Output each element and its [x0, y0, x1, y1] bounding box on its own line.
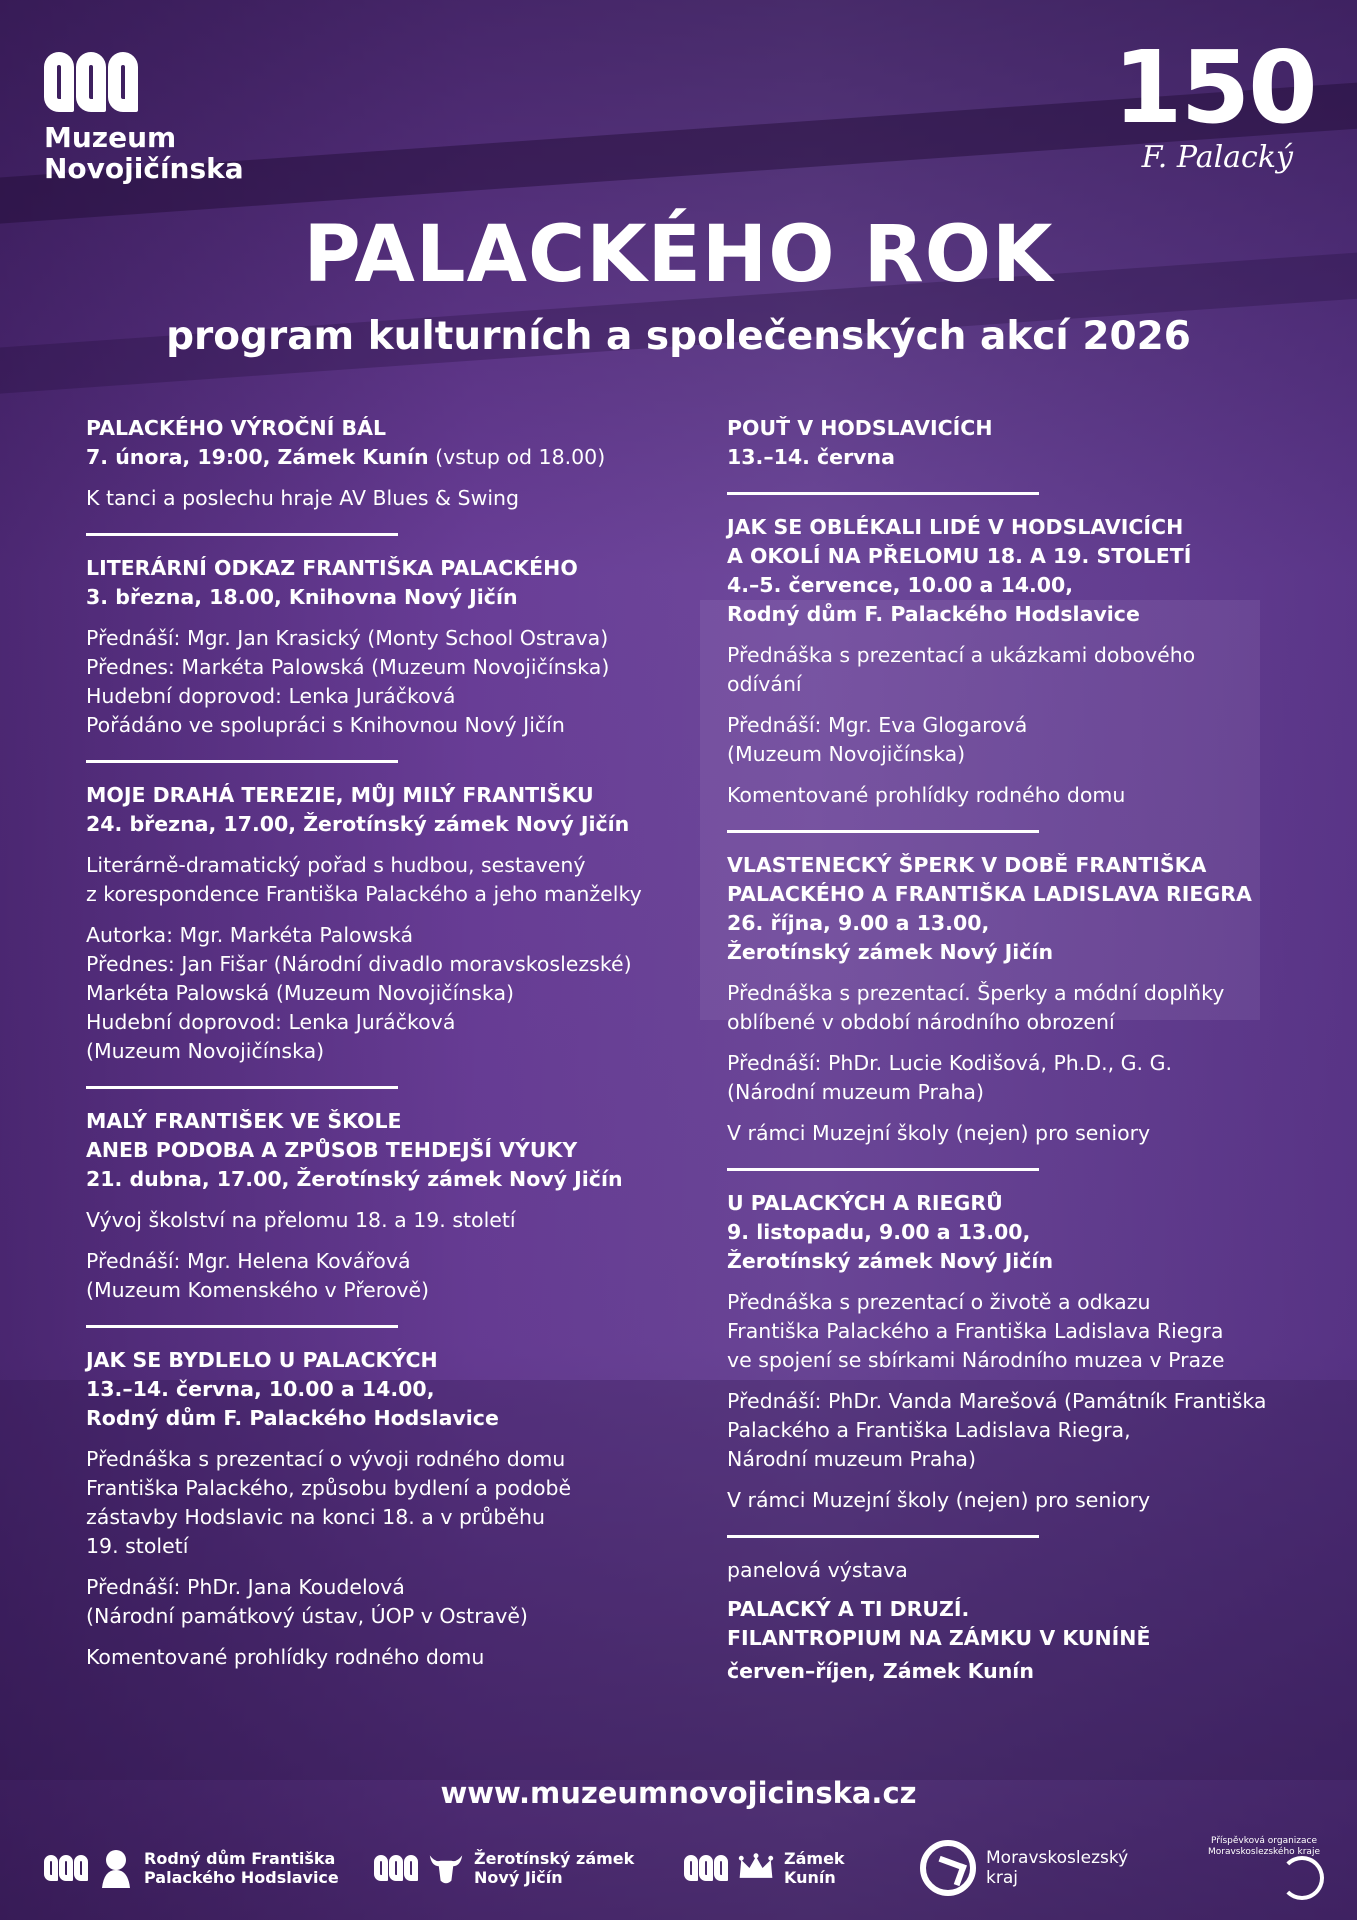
paragraph-line: Autorka: Mgr. Markéta Palowská: [86, 923, 414, 947]
event-title: JAK SE BYDLELO U PALACKÝCH: [86, 1348, 438, 1372]
paragraph-line: ve spojení se sbírkami Národního muzea v Praze: [727, 1348, 1225, 1372]
paragraph-line: Přednáší: PhDr. Lucie Kodišová, Ph.D., G. G.: [727, 1051, 1172, 1075]
paragraph-line: (Muzeum Novojičínska): [727, 742, 966, 766]
event-block: [86, 1107, 686, 1305]
paragraph-line: Komentované prohlídky rodného domu: [727, 783, 1126, 807]
event-paragraph: [727, 641, 1317, 699]
bull-head-icon: [428, 1850, 464, 1886]
event-paragraph: [727, 1119, 1317, 1148]
crown-icon: [738, 1850, 774, 1886]
event-paragraph: [727, 711, 1317, 769]
paragraph-line: Přednáší: Mgr. Eva Glogarová: [727, 713, 1028, 737]
event-title: JAK SE OBLÉKALI LIDÉ V HODSLAVICÍCH: [727, 515, 1184, 539]
event-paragraph: [86, 1643, 686, 1672]
paragraph-line: Komentované prohlídky rodného domu: [86, 1645, 485, 1669]
website-url[interactable]: www.muzeumnovojicinska.cz: [440, 1776, 917, 1810]
event-date: 24. března, 17.00, Žerotínský zámek Nový Jičín: [86, 812, 630, 836]
event-date: Rodný dům F. Palackého Hodslavice: [86, 1406, 499, 1430]
event-paragraph: [86, 1247, 686, 1305]
event-title: A OKOLÍ NA PŘELOMU 18. A 19. STOLETÍ: [727, 544, 1192, 568]
event-date: Rodný dům F. Palackého Hodslavice: [727, 602, 1140, 626]
museum-name: Muzeum Novojičínska: [44, 121, 244, 185]
event-paragraph: [727, 1288, 1317, 1375]
paragraph-line: Františka Palackého, způsobu bydlení a podobě: [86, 1476, 572, 1500]
event-date: 4.–5. července, 10.00 a 14.00,: [727, 573, 1074, 597]
divider: [86, 1325, 398, 1328]
event-block: [86, 781, 686, 1066]
divider: [86, 533, 398, 536]
event-block: [727, 414, 1317, 472]
paragraph-line: z korespondence Františka Palackého a jeho manželky: [86, 882, 642, 906]
event-block: [727, 851, 1317, 1148]
event-date: 7. února, 19:00, Zámek Kunín (vstup od 18.00): [86, 445, 606, 469]
spacer: [727, 1585, 1317, 1595]
paragraph-line: Národní muzeum Praha): [727, 1447, 976, 1471]
event-title: U PALACKÝCH A RIEGRŮ: [727, 1191, 1003, 1215]
event-title: PALACKÉHO VÝROČNÍ BÁL: [86, 416, 387, 440]
paragraph-line: Palackého a Františka Ladislava Riegra,: [727, 1418, 1131, 1442]
paragraph-line: Hudební doprovod: Lenka Juráčková: [86, 684, 456, 708]
paragraph-line: Přednáška s prezentací o životě a odkazu: [727, 1290, 1151, 1314]
page-title: PALACKÉHO ROK: [303, 210, 1054, 300]
event-title: MALÝ FRANTIŠEK VE ŠKOLE: [86, 1109, 402, 1133]
paragraph-line: (Muzeum Novojičínska): [86, 1039, 325, 1063]
event-paragraph: [727, 781, 1317, 810]
page-subtitle: program kulturních a společenských akcí 2026: [166, 314, 1191, 359]
paragraph-line: K tanci a poslechu hraje AV Blues & Swing: [86, 486, 520, 510]
divider: [86, 760, 398, 763]
paragraph-line: (Muzeum Komenského v Přerově): [86, 1278, 430, 1302]
paragraph-line: Hudební doprovod: Lenka Juráčková: [86, 1010, 456, 1034]
event-title: VLASTENECKÝ ŠPERK V DOBĚ FRANTIŠKA: [727, 853, 1207, 877]
paragraph-line: odívání: [727, 672, 802, 696]
palacky-signature: F. Palacký: [1141, 140, 1293, 175]
footer-logo-zerotin[interactable]: Žerotínský zámek Nový Jičín: [374, 1849, 674, 1887]
event-block: [727, 513, 1317, 810]
event-date: 9. listopadu, 9.00 a 13.00,: [727, 1220, 1031, 1244]
paragraph-line: oblíbené v období národního obrození: [727, 1010, 1115, 1034]
museum-logo-icon: [44, 40, 264, 112]
event-paragraph: [727, 979, 1317, 1037]
event-paragraph: [727, 1387, 1317, 1474]
museum-logo-icon: [44, 1855, 88, 1881]
divider: [727, 1168, 1039, 1171]
left-column: [86, 414, 686, 1672]
exhibition-label: panelová výstava: [727, 1558, 908, 1582]
paragraph-line: V rámci Muzejní školy (nejen) pro seniory: [727, 1488, 1151, 1512]
paragraph-line: Literárně-dramatický pořad s hudbou, sestavený: [86, 853, 586, 877]
paragraph-line: (Národní muzeum Praha): [727, 1080, 984, 1104]
palacky-bust-icon: [98, 1850, 134, 1886]
paragraph-line: Přednáška s prezentací a ukázkami dobového: [727, 643, 1196, 667]
paragraph-line: Přednes: Markéta Palowská (Muzeum Novojičínska): [86, 655, 610, 679]
paragraph-line: Přednáší: PhDr. Vanda Marešová (Památník Františka: [727, 1389, 1267, 1413]
anniversary-number: 150: [1113, 29, 1316, 146]
paragraph-line: Františka Palackého a Františka Ladislava Riegra: [727, 1319, 1224, 1343]
footer-po-badge: Příspěvková organizace Moravskoslezského kraje: [1204, 1836, 1324, 1900]
event-block: [86, 414, 686, 513]
paragraph-line: zástavby Hodslavic na konci 18. a v průběhu: [86, 1505, 546, 1529]
event-paragraph: [86, 624, 686, 740]
exhibition-title: FILANTROPIUM NA ZÁMKU V KUNÍNĚ: [727, 1626, 1151, 1650]
event-title: ANEB PODOBA A ZPŮSOB TEHDEJŠÍ VÝUKY: [86, 1138, 578, 1162]
paragraph-line: Pořádáno ve spolupráci s Knihovnou Nový Jičín: [86, 713, 565, 737]
divider: [727, 830, 1039, 833]
event-date: 13.–14. června: [727, 445, 895, 469]
exhibition-date: červen–říjen, Zámek Kunín: [727, 1659, 1034, 1683]
event-title: PALACKÉHO A FRANTIŠKA LADISLAVA RIEGRA: [727, 882, 1252, 906]
anniversary-logo: [1113, 29, 1316, 175]
museum-logo[interactable]: [44, 40, 264, 184]
paragraph-line: Přednes: Jan Fišar (Národní divadlo moravskoslezské): [86, 952, 632, 976]
event-title: LITERÁRNÍ ODKAZ FRANTIŠKA PALACKÉHO: [86, 556, 578, 580]
event-date: 3. března, 18.00, Knihovna Nový Jičín: [86, 585, 518, 609]
paragraph-line: Markéta Palowská (Muzeum Novojičínska): [86, 981, 515, 1005]
divider: [86, 1086, 398, 1089]
event-block: [86, 1346, 686, 1672]
paragraph-line: Vývoj školství na přelomu 18. a 19. století: [86, 1208, 516, 1232]
exhibition-title: PALACKÝ A TI DRUZÍ.: [727, 1597, 970, 1621]
event-paragraph: [86, 1206, 686, 1235]
footer-logos: [44, 1838, 1324, 1898]
paragraph-line: Přednáší: Mgr. Helena Kovářová: [86, 1249, 411, 1273]
paragraph-line: (Národní památkový ústav, ÚOP v Ostravě): [86, 1604, 528, 1628]
event-date-note: (vstup od 18.00): [428, 445, 606, 469]
paragraph-line: Přednáška s prezentací o vývoji rodného domu: [86, 1447, 566, 1471]
event-paragraph: [86, 484, 686, 513]
museum-logo-icon: [684, 1855, 728, 1881]
event-date: Žerotínský zámek Nový Jičín: [727, 940, 1054, 964]
event-paragraph: [727, 1486, 1317, 1515]
event-paragraph: [86, 1573, 686, 1631]
event-paragraph: [86, 1445, 686, 1561]
paragraph-line: Přednáška s prezentací. Šperky a módní doplňky: [727, 981, 1225, 1005]
event-date: 26. října, 9.00 a 13.00,: [727, 911, 990, 935]
paragraph-line: Přednáší: Mgr. Jan Krasický (Monty School Ostrava): [86, 626, 609, 650]
kraj-logo-icon: [920, 1840, 976, 1896]
event-date: Žerotínský zámek Nový Jičín: [727, 1249, 1054, 1273]
event-title: POUŤ V HODSLAVICÍCH: [727, 416, 993, 440]
museum-logo-icon: [374, 1855, 418, 1881]
footer-logo-kraj[interactable]: Moravskoslezský kraj: [920, 1840, 1150, 1896]
event-title: MOJE DRAHÁ TEREZIE, MŮJ MILÝ FRANTIŠKU: [86, 783, 594, 807]
right-column: [727, 414, 1317, 1686]
paragraph-line: Přednáší: PhDr. Jana Koudelová: [86, 1575, 405, 1599]
event-paragraph: [727, 1049, 1317, 1107]
event-paragraph: [86, 851, 686, 909]
paragraph-line: 19. století: [86, 1534, 189, 1558]
footer-logo-kunin[interactable]: Zámek Kunín: [684, 1849, 904, 1887]
event-block: [86, 554, 686, 740]
event-date: 21. dubna, 17.00, Žerotínský zámek Nový Jičín: [86, 1167, 623, 1191]
footer-logo-hodslavice[interactable]: Rodný dům Františka Palackého Hodslavice: [44, 1849, 344, 1887]
event-paragraph: [86, 921, 686, 1066]
paragraph-line: V rámci Muzejní školy (nejen) pro seniory: [727, 1121, 1151, 1145]
ring-icon: [1280, 1856, 1324, 1900]
event-block: [727, 1189, 1317, 1515]
divider: [727, 1535, 1039, 1538]
event-date: 13.–14. června, 10.00 a 14.00,: [86, 1377, 435, 1401]
exhibition-block: [727, 1556, 1317, 1686]
divider: [727, 492, 1039, 495]
